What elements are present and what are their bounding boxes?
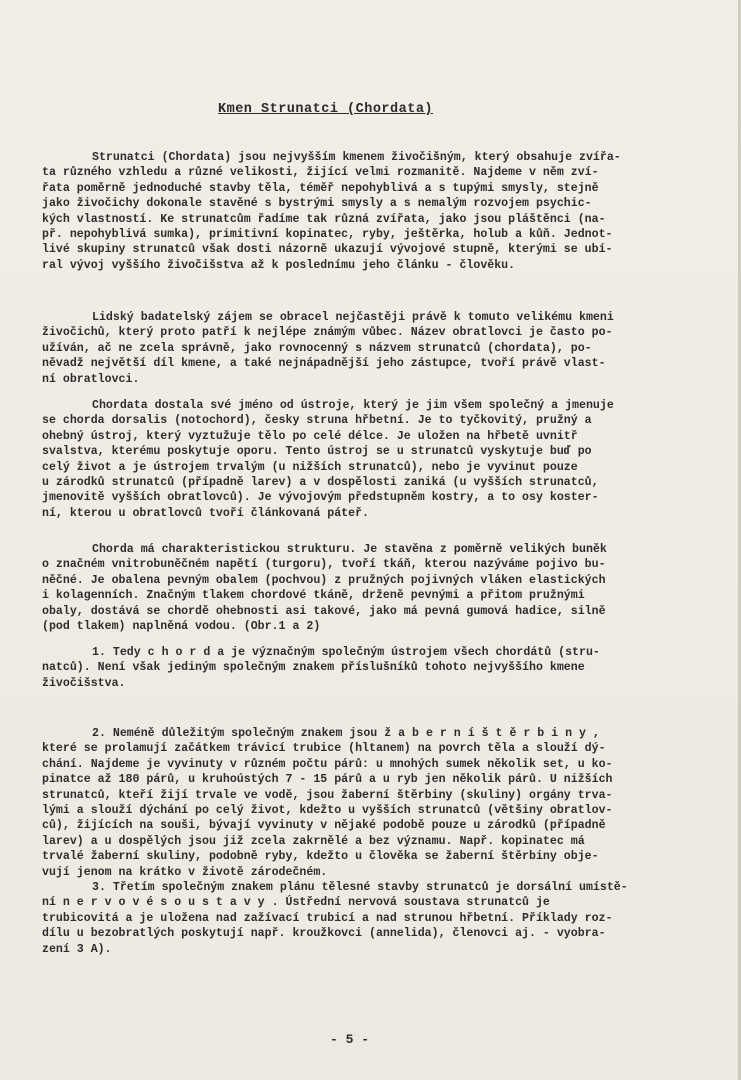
text-line: Strunatci (Chordata) jsou nejvyšším kmenem živočišným, který obsahuje zvířa-	[92, 151, 621, 164]
text-line: larev) a u dospělých jsou již zcela zakrnělé a bez významu. Např. kopinatec má	[42, 834, 585, 848]
text-line: ní, kterou u obratlovců tvoří článkovaná páteř.	[42, 506, 369, 520]
text-line: Chordata dostala své jméno od ústroje, který je jim všem společný a jmenuje	[92, 399, 614, 412]
page-title: Kmen Strunatci (Chordata)	[218, 102, 434, 117]
text-line: 2. Neméně důležitým společným znakem jsou ž a b e r n í š t ě r b i n y ,	[92, 727, 600, 740]
paragraph-p5	[42, 645, 657, 691]
text-line: lými a slouží dýchání po celý život, kdežto u vyšších strunatců (většiny obratlov-	[42, 804, 613, 818]
text-line: strunatců, kteří žijí trvale ve vodě, jsou žaberní štěrbiny (skuliny) orgány trva-	[42, 788, 613, 802]
text-line: vují jenom na krátko v životě zárodečném.	[42, 865, 328, 879]
text-line: Chorda má charakteristickou strukturu. Je stavěna z poměrně velikých buněk	[92, 543, 607, 556]
text-line: natců). Není však jediným společným znakem příslušníků tohoto nejvyššího kmene	[42, 661, 585, 675]
text-line: chání. Najdeme je vyvinuty v různém počtu párů: u mnohých sumek několik set, u ko-	[42, 757, 613, 771]
text-line: něvadž největší díl kmene, a také nejnápadnější jeho zástupce, tvoří právě vlast-	[42, 357, 606, 371]
paragraph-p6	[42, 726, 657, 880]
text-line: u zárodků strunatců (případně larev) a v dospělosti zaniká (u vyšších strunatců,	[42, 476, 599, 490]
text-line: livé skupiny strunatců však dosti názorně ukazují vývojové stupně, kterými se ubí-	[42, 243, 613, 257]
text-line: př. nepohyblivá sumka), primitivní kopinatec, ryby, ještěrka, holub a kůň. Jednot-	[42, 228, 613, 242]
text-line: i kolagenních. Značným tlakem chordové tkáně, drženě pevnými a přitom pružnými	[42, 589, 585, 603]
paragraph-p7	[42, 880, 657, 957]
text-line: řata poměrně jednoduché stavby těla, téměř nepohyblivá a s tupými smysly, stejně	[42, 181, 599, 195]
paragraph-p4	[42, 542, 657, 634]
text-line: jmenovitě vyšších obratlovců). Je vývojovým předstupněm kostry, a to osy koster-	[42, 491, 599, 505]
text-line: jako živočichy dokonale stavěné s bystrými smysly a s nemalým rozvojem psychic-	[42, 197, 592, 211]
text-line: ta různého vzhledu a různé velikosti, žijící velmi rozmanitě. Najdeme v něm zví-	[42, 166, 599, 180]
text-line: obaly, dostává se chordě ohebnosti asi takové, jako má pevná gumová hadice, silně	[42, 604, 606, 618]
text-line: Lidský badatelský zájem se obracel nejčastěji právě k tomuto velikému kmeni	[92, 311, 614, 324]
page-number: - 5 -	[330, 1032, 370, 1047]
text-line: ral vývoj vyššího živočišstva až k poslednímu jeho článku - člověku.	[42, 258, 516, 272]
text-line: ní obratlovci.	[42, 372, 140, 386]
text-line: ohebný ústroj, který vyztužuje tělo po celé délce. Je uložen na hřbetě uvnitř	[42, 429, 578, 443]
paragraph-p3	[42, 398, 657, 521]
text-line: (pod tlakem) naplněná vodou. (Obr.1 a 2)	[42, 620, 321, 634]
text-line: živočišstva.	[42, 676, 126, 690]
text-line: ní n e r v o v é s o u s t a v y . Ústřední nervová soustava strunatců je	[42, 896, 550, 910]
text-line: dílu u bezobratlých poskytují např. kroužkovci (annelida), členovci aj. - vyobra-	[42, 927, 606, 941]
text-line: živočichů, který proto patří k nejlépe známým vůbec. Název obratlovci je často po-	[42, 326, 613, 340]
text-line: pinatce až 180 párů, u kruhoústých 7 - 15 párů a u ryb jen několik párů. U nižších	[42, 773, 613, 787]
text-line: užíván, ač ne zcela správně, jako rovnocenný s názvem strunatců (chordata), po-	[42, 341, 592, 355]
text-line: trvalé žaberní skuliny, podobně ryby, kdežto u člověka se žaberní štěrbiny obje-	[42, 850, 599, 864]
text-line: celý život a je ústrojem trvalým (u nižších strunatců), nebo je vyvinut pouze	[42, 460, 578, 474]
text-line: zení 3 A).	[42, 942, 112, 956]
text-line: 1. Tedy c h o r d a je význačným společným ústrojem všech chordátů (stru-	[92, 646, 600, 659]
text-line: se chorda dorsalis (notochord), česky struna hřbetní. Je to tyčkovitý, pružný a	[42, 414, 592, 428]
text-line: trubicovitá a je uložena nad zažívací trubicí a nad strunou hřbetní. Příklady roz-	[42, 911, 613, 925]
text-line: ců), žijících na souši, bývají vyvinuty v nějaké podobě pouze u zárodků (případně	[42, 819, 606, 833]
text-line: svalstva, kterému poskytuje oporu. Tento ústroj se u strunatců vyskytuje buď po	[42, 445, 592, 459]
paragraph-p1	[42, 150, 657, 273]
text-line: které se prolamují začátkem trávicí trubice (hltanem) na povrch těla a slouží dý-	[42, 742, 606, 756]
text-line: něčné. Je obalena pevným obalem (pochvou) z pružných pojivných vláken elastických	[42, 573, 606, 587]
text-line: 3. Třetím společným znakem plánu tělesné stavby strunatců je dorsální umístě-	[92, 881, 628, 894]
paragraph-p2	[42, 310, 657, 387]
text-line: kých vlastností. Ke strunatcům řadíme tak různá zvířata, jako jsou pláštěnci (na-	[42, 212, 606, 226]
text-line: o značném vnitrobuněčném napětí (turgoru), tvoří tkáň, kterou nazýváme pojivo bu-	[42, 558, 606, 572]
